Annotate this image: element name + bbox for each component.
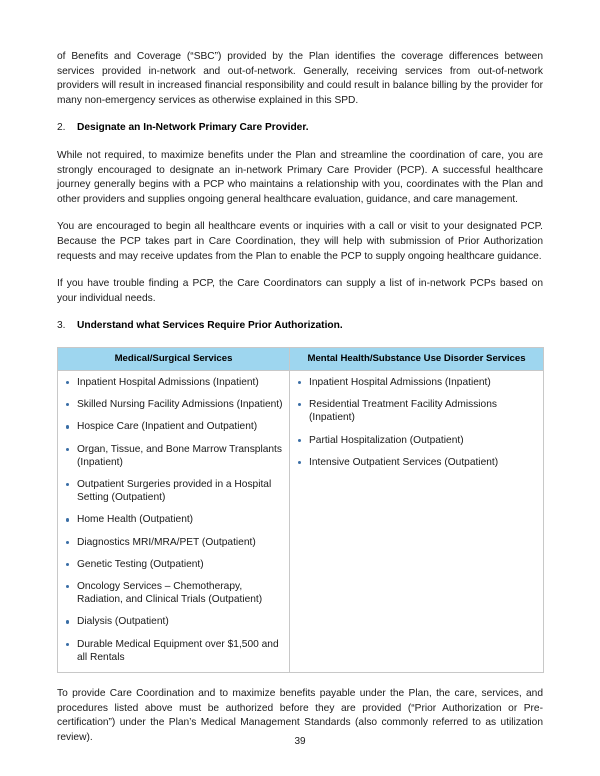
heading-number-2: 2.	[57, 122, 66, 134]
list-item	[64, 580, 283, 606]
list-item	[296, 434, 537, 447]
heading-text-2: Designate an In-Network Primary Care Provider.	[77, 122, 309, 134]
list-item-label: Inpatient Hospital Admissions (Inpatient)	[77, 376, 259, 388]
bullet-icon	[66, 381, 69, 384]
list-item-label: Organ, Tissue, and Bone Marrow Transplants (Inpatient)	[77, 443, 282, 468]
list-item-label: Hospice Care (Inpatient and Outpatient)	[77, 421, 258, 433]
list-item	[64, 420, 283, 433]
bullet-icon	[298, 461, 301, 464]
bullet-icon	[66, 448, 69, 451]
list-item	[64, 558, 283, 571]
paragraph-pcp-care-coordination: You are encouraged to begin all healthcare events or inquiries with a call or visit to your designated PCP. Because the PCP takes part in Care Coordination, they will help with submission of Prior Authorization requests and may receive updates from the Plan to enable the PCP to supply ongoing healthcare guidance.	[57, 221, 543, 262]
bullet-icon	[66, 643, 69, 646]
column-header-medical-surgical: Medical/Surgical Services	[58, 347, 290, 370]
list-item-label: Genetic Testing (Outpatient)	[77, 558, 204, 570]
list-item	[64, 638, 283, 664]
bullet-icon	[298, 439, 301, 442]
table-row	[58, 370, 544, 672]
column-header-mental-health: Mental Health/Substance Use Disorder Services	[290, 347, 544, 370]
bullet-icon	[66, 425, 69, 428]
heading-prior-authorization	[57, 319, 543, 334]
heading-text-3: Understand what Services Require Prior Authorization.	[77, 320, 343, 332]
list-item	[64, 615, 283, 628]
list-item	[64, 443, 283, 469]
bullet-icon	[66, 585, 69, 588]
list-item-label: Oncology Services – Chemotherapy, Radiation, and Clinical Trials (Outpatient)	[77, 580, 263, 606]
bullet-icon	[298, 403, 301, 406]
heading-number-3: 3.	[57, 320, 66, 332]
page-content	[57, 50, 543, 758]
list-item-label: Durable Medical Equipment over $1,500 and all Rentals	[77, 638, 279, 663]
list-item	[64, 398, 283, 411]
list-item-label: Home Health (Outpatient)	[77, 514, 194, 526]
list-item	[296, 398, 537, 424]
list-item-label: Partial Hospitalization (Outpatient)	[309, 434, 464, 446]
paragraph-prior-authorization-note: To provide Care Coordination and to maximize benefits payable under the Plan, the care, services, and procedures listed above must be authorized before they are provided (“Prior Authorization or Pre-certification”) under the Plan’s Medical Management Standards (also commonly referred to as utilization review).	[57, 687, 543, 743]
bullet-icon	[66, 563, 69, 566]
list-item	[296, 456, 537, 469]
bullet-icon	[66, 620, 69, 623]
mental-health-service-list	[296, 376, 537, 469]
paragraph-pcp-designation: While not required, to maximize benefits under the Plan and streamline the coordination of care, you are strongly encouraged to designate an in-network Primary Care Provider (PCP). A successful healthcare journey generally begins with a PCP who maintains a relationship with you, coordinates with the Plan and other providers and supplies ongoing general healthcare evaluation, guidance, and care management.	[57, 149, 543, 205]
medical-surgical-service-list	[64, 376, 283, 664]
table-header-row	[58, 347, 544, 370]
bullet-icon	[66, 518, 69, 521]
list-item-label: Dialysis (Outpatient)	[77, 616, 169, 628]
bullet-icon	[66, 483, 69, 486]
bullet-icon	[66, 541, 69, 544]
list-item-label: Intensive Outpatient Services (Outpatient)	[309, 456, 499, 468]
paragraph-sbc-coverage: of Benefits and Coverage (“SBC”) provided by the Plan identifies the coverage differences between services provided in-network and out-of-network. Generally, receiving services from out-of-network providers will result in increased financial responsibility and could result in balance billing by the provider for many non-emergency services as otherwise explained in this SPD.	[57, 51, 543, 106]
bullet-icon	[298, 381, 301, 384]
list-item	[64, 478, 283, 504]
paragraph-pcp-list-help: If you have trouble finding a PCP, the Care Coordinators can supply a list of in-network PCPs based on your individual needs.	[57, 278, 543, 304]
heading-designate-pcp	[57, 121, 543, 136]
list-item	[64, 513, 283, 526]
list-item-label: Diagnostics MRI/MRA/PET (Outpatient)	[77, 536, 256, 548]
list-item-label: Inpatient Hospital Admissions (Inpatient)	[309, 376, 491, 388]
cell-medical-surgical-services	[58, 370, 290, 672]
list-item	[64, 536, 283, 549]
prior-authorization-services-table	[57, 347, 544, 673]
page-number: 39	[294, 736, 306, 747]
list-item-label: Outpatient Surgeries provided in a Hospital Setting (Outpatient)	[77, 478, 272, 504]
list-item-label: Residential Treatment Facility Admissions (Inpatient)	[309, 399, 497, 424]
list-item-label: Skilled Nursing Facility Admissions (Inpatient)	[77, 399, 283, 411]
cell-mental-health-services	[290, 370, 544, 672]
bullet-icon	[66, 403, 69, 406]
list-item	[296, 376, 537, 389]
list-item	[64, 376, 283, 389]
